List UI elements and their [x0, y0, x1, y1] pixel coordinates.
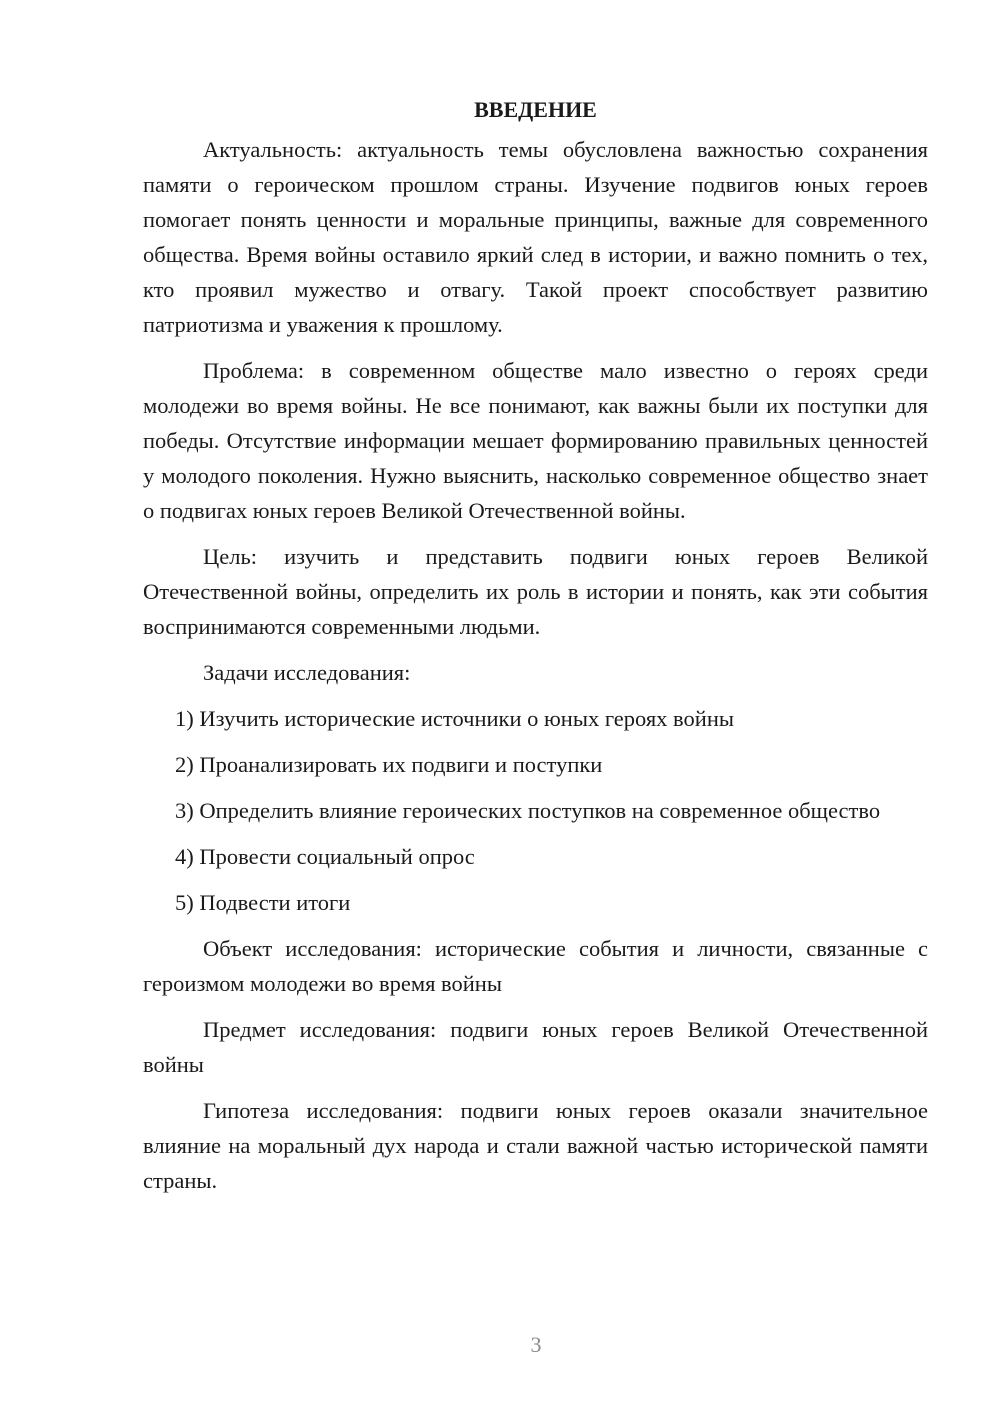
hypothesis-paragraph: Гипотеза исследования: подвиги юных героев оказали значительное влияние на моральный дух народа и стали важной частью исторической памяти страны. [143, 1098, 928, 1193]
tasks-list [143, 701, 928, 920]
relevance-paragraph: Актуальность: актуальность темы обусловлена важностью сохранения памяти о героическом прошлом страны. Изучение подвигов юных героев помогает понять ценности и моральные принципы, важные для современного общества. Время войны оставило яркий след в истории, и важно помнить о тех, кто проявил мужество и отвагу. Такой проект способствует развитию патриотизма и уважения к прошлому. [143, 137, 928, 337]
page-number: 3 [530, 1332, 542, 1357]
list-item: 1) Изучить исторические источники о юных героях войны [175, 706, 734, 731]
problem-paragraph: Проблема: в современном обществе мало известно о героях среди молодежи во время войны. Не все понимают, как важны были их поступки для победы. Отсутствие информации мешает формированию правильных ценностей у молодого поколения. Нужно выяснить, насколько современное общество знает о подвигах юных героев Великой Отечественной войны. [143, 358, 928, 523]
goal-paragraph: Цель: изучить и представить подвиги юных героев Великой Отечественной войны, определить их роль в истории и понять, как эти события воспринимаются современными людьми. [143, 544, 928, 639]
list-item: 5) Подвести итоги [175, 890, 351, 915]
subject-paragraph: Предмет исследования: подвиги юных героев Великой Отечественной войны [143, 1017, 928, 1077]
list-item: 2) Проанализировать их подвиги и поступки [175, 752, 603, 777]
list-item: 4) Провести социальный опрос [175, 844, 475, 869]
document-page [143, 92, 928, 1209]
tasks-intro-paragraph: Задачи исследования: [203, 660, 411, 685]
object-paragraph: Объект исследования: исторические события и личности, связанные с героизмом молодежи во время войны [143, 936, 928, 996]
list-item: 3) Определить влияние героических поступков на современное общество [175, 798, 881, 823]
page-title: ВВЕДЕНИЕ [474, 97, 597, 122]
